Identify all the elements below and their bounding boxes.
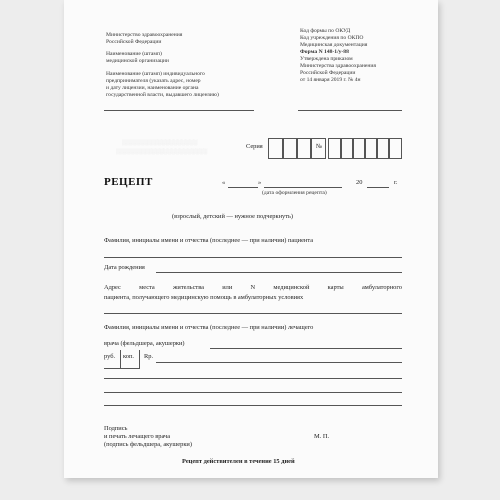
ministry-left-line2: Российской Федерации: [106, 39, 162, 45]
date-year-prefix: 20: [356, 179, 363, 186]
kop-divider: [139, 350, 140, 368]
rp-line-1[interactable]: [156, 362, 402, 363]
date-year-suffix: г.: [394, 179, 398, 186]
header-left-underline: [104, 110, 254, 111]
rp-label: Rp.: [144, 353, 154, 360]
org-name-line2: медицинской организации: [106, 58, 169, 64]
signature-label-line3: (подпись фельдшера, акушерки): [104, 441, 192, 448]
age-note: (взрослый, детский — нужное подчеркнуть): [172, 213, 294, 220]
okpo-label: Код учреждения по ОКПО: [300, 35, 364, 41]
rub-label: руб.: [104, 353, 116, 360]
validity-note: Рецепт действителен в течение 15 дней: [182, 458, 295, 465]
date-caption: (дата оформления рецепта): [262, 190, 327, 196]
form-number-label: Форма N 148-1/у-88: [300, 49, 349, 55]
kop-label: коп.: [123, 353, 134, 360]
org-name-line1: Наименование (штамп): [106, 51, 162, 57]
ip-line4: государственной власти, выдавшего лицензию): [106, 92, 219, 98]
date-quote-open: «: [222, 179, 226, 186]
rp-line-2[interactable]: [104, 378, 402, 379]
date-year-field[interactable]: [367, 187, 389, 188]
okud-label: Код формы по ОКУД: [300, 28, 351, 34]
header-right-underline: [298, 110, 402, 111]
number-label: №: [316, 143, 323, 150]
stamp-label: М. П.: [314, 433, 330, 440]
faded-watermark-text-2: ░░░░░░░░░░░░░░░░░░░░░░░: [116, 149, 208, 155]
approved-label: Утверждена приказом: [300, 56, 353, 62]
rub-divider: [120, 350, 121, 368]
rp-line-4[interactable]: [104, 405, 402, 406]
med-docs-label: Медицинская документация: [300, 42, 368, 48]
prescription-form-sheet: [64, 0, 438, 478]
birth-date-label: Дата рождения: [104, 264, 145, 271]
date-month-field[interactable]: [264, 187, 342, 188]
doctor-name-label-line2: врача (фельдшера, акушерки): [104, 340, 185, 347]
ministry-left-line1: Министерство здравоохранения: [106, 32, 183, 38]
ministry-right-line1: Министерства здравоохранения: [300, 63, 376, 69]
ip-line3: и дату лицензии, наименование органа: [106, 85, 199, 91]
birth-date-field[interactable]: [156, 272, 402, 273]
doctor-name-field[interactable]: [210, 348, 402, 349]
signature-label-line1: Подпись: [104, 425, 128, 432]
patient-name-label: Фамилия, инициалы имени и отчества (последнее — при наличии) пациента: [104, 237, 314, 244]
address-label-line1: Адрес места жительства или N медицинской карты амбулаторного: [104, 284, 402, 291]
rp-line-3[interactable]: [104, 392, 402, 393]
date-quote-close: »: [258, 179, 262, 186]
faded-watermark-text-1: ░░░░░░░░░░░░░░░░░░░: [122, 140, 198, 146]
page-title: РЕЦЕПТ: [104, 176, 153, 188]
ip-line1: Наименование (штамп) индивидуального: [106, 71, 205, 77]
date-day-field[interactable]: [228, 187, 258, 188]
ip-line2: предпринимателя (указать адрес, номер: [106, 78, 201, 84]
price-underline: [104, 368, 140, 369]
series-label: Серия: [246, 143, 263, 150]
number-digit-box-6[interactable]: [388, 138, 402, 159]
address-label-line2: пациента, получающего медицинскую помощь в амбулаторных условиях: [104, 294, 304, 301]
order-date-label: от 14 января 2019 г. № 4н: [300, 77, 361, 83]
address-field[interactable]: [104, 313, 402, 314]
patient-name-field[interactable]: [104, 257, 402, 258]
signature-label-line2: и печать лечащего врача: [104, 433, 171, 440]
ministry-right-line2: Российской Федерации: [300, 70, 356, 76]
doctor-name-label-line1: Фамилия, инициалы имени и отчества (последнее — при наличии) лечащего: [104, 324, 314, 331]
